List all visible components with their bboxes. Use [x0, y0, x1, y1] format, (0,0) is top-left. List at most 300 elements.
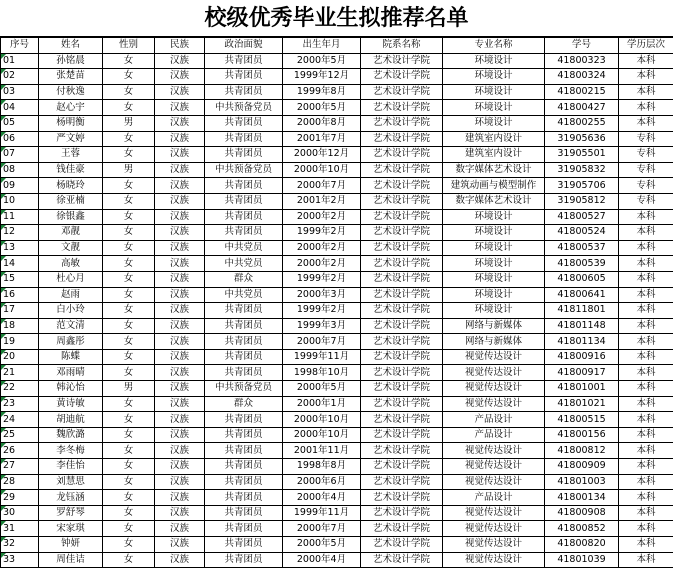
cell-political-status[interactable]: 共青团员 [205, 521, 283, 537]
cell-major[interactable]: 视觉传达设计 [443, 505, 545, 521]
cell-name[interactable]: 徐银鑫 [39, 209, 103, 225]
cell-major[interactable]: 视觉传达设计 [443, 381, 545, 397]
cell-education-level[interactable]: 本科 [619, 256, 673, 272]
cell-department[interactable]: 艺术设计学院 [361, 303, 443, 319]
cell-major[interactable]: 环境设计 [443, 225, 545, 241]
cell-political-status[interactable]: 共青团员 [205, 131, 283, 147]
cell-student-id[interactable]: 41800820 [545, 537, 619, 553]
cell-name[interactable]: 钱佳豪 [39, 162, 103, 178]
cell-department[interactable]: 艺术设计学院 [361, 365, 443, 381]
cell-ethnicity[interactable]: 汉族 [155, 381, 205, 397]
cell-index[interactable]: 26 [1, 443, 39, 459]
cell-political-status[interactable]: 共青团员 [205, 490, 283, 506]
cell-gender[interactable]: 女 [103, 225, 155, 241]
cell-ethnicity[interactable]: 汉族 [155, 490, 205, 506]
cell-department[interactable]: 艺术设计学院 [361, 490, 443, 506]
cell-name[interactable]: 范文清 [39, 318, 103, 334]
cell-major[interactable]: 环境设计 [443, 287, 545, 303]
cell-gender[interactable]: 男 [103, 115, 155, 131]
cell-department[interactable]: 艺术设计学院 [361, 115, 443, 131]
cell-education-level[interactable]: 本科 [619, 225, 673, 241]
cell-name[interactable]: 黄诗敏 [39, 396, 103, 412]
cell-department[interactable]: 艺术设计学院 [361, 474, 443, 490]
cell-student-id[interactable]: 31905832 [545, 162, 619, 178]
cell-major[interactable]: 视觉传达设计 [443, 365, 545, 381]
cell-political-status[interactable]: 共青团员 [205, 53, 283, 69]
cell-student-id[interactable]: 41800812 [545, 443, 619, 459]
cell-index[interactable]: 11 [1, 209, 39, 225]
cell-major[interactable]: 网络与新媒体 [443, 318, 545, 334]
cell-student-id[interactable]: 41801003 [545, 474, 619, 490]
cell-education-level[interactable]: 本科 [619, 381, 673, 397]
cell-political-status[interactable]: 中共预备党员 [205, 162, 283, 178]
cell-birth-date[interactable]: 2001年11月 [283, 443, 361, 459]
cell-name[interactable]: 韩沁怡 [39, 381, 103, 397]
cell-major[interactable]: 产品设计 [443, 427, 545, 443]
cell-ethnicity[interactable]: 汉族 [155, 225, 205, 241]
cell-index[interactable]: 14 [1, 256, 39, 272]
cell-education-level[interactable]: 本科 [619, 240, 673, 256]
cell-political-status[interactable]: 中共预备党员 [205, 100, 283, 116]
cell-name[interactable]: 高敏 [39, 256, 103, 272]
cell-department[interactable]: 艺术设计学院 [361, 209, 443, 225]
cell-index[interactable]: 31 [1, 521, 39, 537]
cell-ethnicity[interactable]: 汉族 [155, 412, 205, 428]
cell-major[interactable]: 环境设计 [443, 256, 545, 272]
cell-gender[interactable]: 女 [103, 271, 155, 287]
cell-gender[interactable]: 女 [103, 193, 155, 209]
cell-ethnicity[interactable]: 汉族 [155, 443, 205, 459]
cell-department[interactable]: 艺术设计学院 [361, 349, 443, 365]
cell-student-id[interactable]: 41801148 [545, 318, 619, 334]
cell-political-status[interactable]: 群众 [205, 396, 283, 412]
cell-major[interactable]: 环境设计 [443, 53, 545, 69]
cell-birth-date[interactable]: 1999年12月 [283, 69, 361, 85]
cell-index[interactable]: 27 [1, 459, 39, 475]
cell-birth-date[interactable]: 2000年12月 [283, 147, 361, 163]
cell-gender[interactable]: 女 [103, 256, 155, 272]
cell-department[interactable]: 艺术设计学院 [361, 552, 443, 568]
cell-index[interactable]: 29 [1, 490, 39, 506]
cell-ethnicity[interactable]: 汉族 [155, 147, 205, 163]
cell-index[interactable]: 16 [1, 287, 39, 303]
cell-ethnicity[interactable]: 汉族 [155, 474, 205, 490]
cell-student-id[interactable]: 41800916 [545, 349, 619, 365]
cell-birth-date[interactable]: 2000年2月 [283, 256, 361, 272]
cell-department[interactable]: 艺术设计学院 [361, 443, 443, 459]
cell-department[interactable]: 艺术设计学院 [361, 240, 443, 256]
cell-major[interactable]: 网络与新媒体 [443, 334, 545, 350]
cell-index[interactable]: 10 [1, 193, 39, 209]
cell-student-id[interactable]: 41811801 [545, 303, 619, 319]
cell-index[interactable]: 28 [1, 474, 39, 490]
column-header-ethnicity[interactable]: 民族 [155, 38, 205, 54]
cell-major[interactable]: 视觉传达设计 [443, 552, 545, 568]
cell-student-id[interactable]: 41800524 [545, 225, 619, 241]
column-header-gender[interactable]: 性别 [103, 38, 155, 54]
cell-ethnicity[interactable]: 汉族 [155, 287, 205, 303]
cell-department[interactable]: 艺术设计学院 [361, 396, 443, 412]
cell-gender[interactable]: 女 [103, 474, 155, 490]
cell-department[interactable]: 艺术设计学院 [361, 287, 443, 303]
column-header-index[interactable]: 序号 [1, 38, 39, 54]
cell-ethnicity[interactable]: 汉族 [155, 537, 205, 553]
cell-ethnicity[interactable]: 汉族 [155, 84, 205, 100]
cell-major[interactable]: 环境设计 [443, 69, 545, 85]
cell-index[interactable]: 08 [1, 162, 39, 178]
cell-education-level[interactable]: 本科 [619, 287, 673, 303]
cell-gender[interactable]: 女 [103, 537, 155, 553]
cell-ethnicity[interactable]: 汉族 [155, 240, 205, 256]
cell-index[interactable]: 07 [1, 147, 39, 163]
cell-birth-date[interactable]: 2000年7月 [283, 178, 361, 194]
cell-department[interactable]: 艺术设计学院 [361, 131, 443, 147]
cell-department[interactable]: 艺术设计学院 [361, 256, 443, 272]
cell-political-status[interactable]: 共青团员 [205, 427, 283, 443]
column-header-major[interactable]: 专业名称 [443, 38, 545, 54]
cell-name[interactable]: 周鑫彤 [39, 334, 103, 350]
cell-birth-date[interactable]: 1998年8月 [283, 459, 361, 475]
cell-index[interactable]: 32 [1, 537, 39, 553]
column-header-birth-date[interactable]: 出生年月 [283, 38, 361, 54]
cell-education-level[interactable]: 本科 [619, 318, 673, 334]
cell-ethnicity[interactable]: 汉族 [155, 131, 205, 147]
cell-education-level[interactable]: 本科 [619, 69, 673, 85]
cell-political-status[interactable]: 共青团员 [205, 412, 283, 428]
cell-student-id[interactable]: 41800215 [545, 84, 619, 100]
cell-political-status[interactable]: 共青团员 [205, 318, 283, 334]
cell-student-id[interactable]: 41800255 [545, 115, 619, 131]
cell-name[interactable]: 赵雨 [39, 287, 103, 303]
cell-ethnicity[interactable]: 汉族 [155, 178, 205, 194]
cell-political-status[interactable]: 共青团员 [205, 209, 283, 225]
cell-gender[interactable]: 女 [103, 240, 155, 256]
cell-birth-date[interactable]: 2000年5月 [283, 381, 361, 397]
cell-birth-date[interactable]: 2000年7月 [283, 521, 361, 537]
cell-name[interactable]: 胡迪航 [39, 412, 103, 428]
cell-political-status[interactable]: 共青团员 [205, 193, 283, 209]
cell-student-id[interactable]: 41800323 [545, 53, 619, 69]
cell-birth-date[interactable]: 2000年6月 [283, 474, 361, 490]
cell-political-status[interactable]: 中共预备党员 [205, 381, 283, 397]
cell-birth-date[interactable]: 2000年10月 [283, 162, 361, 178]
cell-department[interactable]: 艺术设计学院 [361, 505, 443, 521]
cell-major[interactable]: 环境设计 [443, 115, 545, 131]
cell-name[interactable]: 龙钰涵 [39, 490, 103, 506]
cell-index[interactable]: 33 [1, 552, 39, 568]
cell-political-status[interactable]: 共青团员 [205, 443, 283, 459]
cell-birth-date[interactable]: 2000年8月 [283, 115, 361, 131]
cell-birth-date[interactable]: 2000年3月 [283, 287, 361, 303]
cell-major[interactable]: 产品设计 [443, 490, 545, 506]
cell-political-status[interactable]: 共青团员 [205, 147, 283, 163]
cell-education-level[interactable]: 本科 [619, 396, 673, 412]
cell-political-status[interactable]: 共青团员 [205, 84, 283, 100]
cell-ethnicity[interactable]: 汉族 [155, 521, 205, 537]
cell-gender[interactable]: 女 [103, 53, 155, 69]
cell-name[interactable]: 宋家琪 [39, 521, 103, 537]
cell-gender[interactable]: 男 [103, 381, 155, 397]
cell-birth-date[interactable]: 2000年5月 [283, 53, 361, 69]
cell-education-level[interactable]: 专科 [619, 178, 673, 194]
cell-student-id[interactable]: 41800909 [545, 459, 619, 475]
column-header-student-id[interactable]: 学号 [545, 38, 619, 54]
column-header-education-level[interactable]: 学历层次 [619, 38, 673, 54]
cell-student-id[interactable]: 41801039 [545, 552, 619, 568]
cell-index[interactable]: 30 [1, 505, 39, 521]
cell-major[interactable]: 环境设计 [443, 100, 545, 116]
cell-major[interactable]: 视觉传达设计 [443, 537, 545, 553]
cell-education-level[interactable]: 本科 [619, 303, 673, 319]
cell-name[interactable]: 周佳诘 [39, 552, 103, 568]
cell-gender[interactable]: 女 [103, 178, 155, 194]
cell-political-status[interactable]: 共青团员 [205, 365, 283, 381]
cell-education-level[interactable]: 本科 [619, 334, 673, 350]
cell-gender[interactable]: 女 [103, 100, 155, 116]
cell-student-id[interactable]: 41800917 [545, 365, 619, 381]
cell-birth-date[interactable]: 1999年11月 [283, 505, 361, 521]
cell-student-id[interactable]: 41800605 [545, 271, 619, 287]
cell-birth-date[interactable]: 1999年2月 [283, 271, 361, 287]
cell-ethnicity[interactable]: 汉族 [155, 271, 205, 287]
cell-major[interactable]: 环境设计 [443, 271, 545, 287]
cell-gender[interactable]: 女 [103, 521, 155, 537]
cell-major[interactable]: 产品设计 [443, 412, 545, 428]
cell-gender[interactable]: 女 [103, 490, 155, 506]
cell-major[interactable]: 建筑室内设计 [443, 131, 545, 147]
cell-education-level[interactable]: 专科 [619, 147, 673, 163]
cell-name[interactable]: 邓雨晴 [39, 365, 103, 381]
cell-name[interactable]: 赵心宇 [39, 100, 103, 116]
cell-gender[interactable]: 女 [103, 84, 155, 100]
cell-department[interactable]: 艺术设计学院 [361, 381, 443, 397]
cell-student-id[interactable]: 41800852 [545, 521, 619, 537]
cell-name[interactable]: 徐亚楠 [39, 193, 103, 209]
cell-student-id[interactable]: 41800134 [545, 490, 619, 506]
cell-political-status[interactable]: 中共党员 [205, 287, 283, 303]
cell-birth-date[interactable]: 1999年3月 [283, 318, 361, 334]
cell-education-level[interactable]: 本科 [619, 115, 673, 131]
cell-birth-date[interactable]: 2000年4月 [283, 490, 361, 506]
cell-education-level[interactable]: 本科 [619, 537, 673, 553]
cell-department[interactable]: 艺术设计学院 [361, 193, 443, 209]
cell-birth-date[interactable]: 2000年4月 [283, 552, 361, 568]
cell-index[interactable]: 12 [1, 225, 39, 241]
cell-birth-date[interactable]: 2000年5月 [283, 100, 361, 116]
cell-gender[interactable]: 女 [103, 552, 155, 568]
cell-index[interactable]: 04 [1, 100, 39, 116]
cell-education-level[interactable]: 本科 [619, 490, 673, 506]
cell-education-level[interactable]: 本科 [619, 53, 673, 69]
cell-name[interactable]: 白小玲 [39, 303, 103, 319]
cell-major[interactable]: 环境设计 [443, 240, 545, 256]
cell-department[interactable]: 艺术设计学院 [361, 318, 443, 334]
cell-name[interactable]: 钟妍 [39, 537, 103, 553]
cell-index[interactable]: 20 [1, 349, 39, 365]
cell-political-status[interactable]: 共青团员 [205, 505, 283, 521]
cell-education-level[interactable]: 专科 [619, 162, 673, 178]
cell-education-level[interactable]: 本科 [619, 365, 673, 381]
cell-department[interactable]: 艺术设计学院 [361, 412, 443, 428]
cell-student-id[interactable]: 31905706 [545, 178, 619, 194]
cell-education-level[interactable]: 本科 [619, 459, 673, 475]
cell-student-id[interactable]: 41800908 [545, 505, 619, 521]
cell-birth-date[interactable]: 2000年2月 [283, 209, 361, 225]
cell-gender[interactable]: 女 [103, 459, 155, 475]
cell-birth-date[interactable]: 1998年10月 [283, 365, 361, 381]
cell-ethnicity[interactable]: 汉族 [155, 100, 205, 116]
cell-birth-date[interactable]: 2000年7月 [283, 334, 361, 350]
cell-political-status[interactable]: 共青团员 [205, 349, 283, 365]
cell-birth-date[interactable]: 1999年2月 [283, 225, 361, 241]
cell-major[interactable]: 视觉传达设计 [443, 396, 545, 412]
cell-major[interactable]: 视觉传达设计 [443, 521, 545, 537]
cell-ethnicity[interactable]: 汉族 [155, 334, 205, 350]
cell-major[interactable]: 环境设计 [443, 303, 545, 319]
cell-birth-date[interactable]: 1999年11月 [283, 349, 361, 365]
cell-ethnicity[interactable]: 汉族 [155, 69, 205, 85]
cell-index[interactable]: 01 [1, 53, 39, 69]
cell-education-level[interactable]: 本科 [619, 412, 673, 428]
cell-birth-date[interactable]: 2000年1月 [283, 396, 361, 412]
cell-student-id[interactable]: 31905501 [545, 147, 619, 163]
cell-education-level[interactable]: 本科 [619, 427, 673, 443]
cell-index[interactable]: 09 [1, 178, 39, 194]
cell-political-status[interactable]: 共青团员 [205, 225, 283, 241]
cell-gender[interactable]: 女 [103, 505, 155, 521]
cell-birth-date[interactable]: 2000年10月 [283, 412, 361, 428]
cell-name[interactable]: 邓靓 [39, 225, 103, 241]
cell-index[interactable]: 17 [1, 303, 39, 319]
cell-ethnicity[interactable]: 汉族 [155, 53, 205, 69]
cell-student-id[interactable]: 41800515 [545, 412, 619, 428]
cell-birth-date[interactable]: 2000年10月 [283, 427, 361, 443]
cell-name[interactable]: 陈蝶 [39, 349, 103, 365]
cell-student-id[interactable]: 41800539 [545, 256, 619, 272]
cell-index[interactable]: 05 [1, 115, 39, 131]
cell-gender[interactable]: 女 [103, 131, 155, 147]
cell-department[interactable]: 艺术设计学院 [361, 100, 443, 116]
cell-birth-date[interactable]: 2000年2月 [283, 240, 361, 256]
cell-gender[interactable]: 女 [103, 69, 155, 85]
cell-index[interactable]: 21 [1, 365, 39, 381]
cell-education-level[interactable]: 专科 [619, 193, 673, 209]
cell-gender[interactable]: 女 [103, 287, 155, 303]
cell-student-id[interactable]: 41801021 [545, 396, 619, 412]
cell-department[interactable]: 艺术设计学院 [361, 271, 443, 287]
cell-gender[interactable]: 女 [103, 427, 155, 443]
cell-education-level[interactable]: 本科 [619, 443, 673, 459]
cell-ethnicity[interactable]: 汉族 [155, 396, 205, 412]
cell-gender[interactable]: 女 [103, 334, 155, 350]
cell-education-level[interactable]: 本科 [619, 271, 673, 287]
column-header-political-status[interactable]: 政治面貌 [205, 38, 283, 54]
cell-name[interactable]: 严文婷 [39, 131, 103, 147]
cell-political-status[interactable]: 共青团员 [205, 334, 283, 350]
cell-major[interactable]: 视觉传达设计 [443, 459, 545, 475]
cell-department[interactable]: 艺术设计学院 [361, 521, 443, 537]
cell-gender[interactable]: 女 [103, 412, 155, 428]
cell-birth-date[interactable]: 2000年5月 [283, 537, 361, 553]
cell-major[interactable]: 数字媒体艺术设计 [443, 162, 545, 178]
cell-political-status[interactable]: 共青团员 [205, 178, 283, 194]
cell-name[interactable]: 孙铭晨 [39, 53, 103, 69]
cell-education-level[interactable]: 本科 [619, 474, 673, 490]
cell-ethnicity[interactable]: 汉族 [155, 349, 205, 365]
cell-department[interactable]: 艺术设计学院 [361, 84, 443, 100]
cell-name[interactable]: 魏欣潞 [39, 427, 103, 443]
cell-education-level[interactable]: 本科 [619, 100, 673, 116]
cell-department[interactable]: 艺术设计学院 [361, 537, 443, 553]
cell-index[interactable]: 02 [1, 69, 39, 85]
cell-ethnicity[interactable]: 汉族 [155, 115, 205, 131]
cell-birth-date[interactable]: 2001年7月 [283, 131, 361, 147]
cell-department[interactable]: 艺术设计学院 [361, 53, 443, 69]
cell-education-level[interactable]: 本科 [619, 349, 673, 365]
cell-student-id[interactable]: 41800324 [545, 69, 619, 85]
cell-political-status[interactable]: 共青团员 [205, 474, 283, 490]
cell-gender[interactable]: 女 [103, 209, 155, 225]
cell-political-status[interactable]: 中共党员 [205, 256, 283, 272]
cell-ethnicity[interactable]: 汉族 [155, 427, 205, 443]
cell-gender[interactable]: 女 [103, 365, 155, 381]
cell-name[interactable]: 杜心月 [39, 271, 103, 287]
cell-political-status[interactable]: 共青团员 [205, 459, 283, 475]
cell-name[interactable]: 杨明衡 [39, 115, 103, 131]
cell-birth-date[interactable]: 1999年2月 [283, 303, 361, 319]
column-header-department[interactable]: 院系名称 [361, 38, 443, 54]
cell-name[interactable]: 罗舒琴 [39, 505, 103, 521]
cell-ethnicity[interactable]: 汉族 [155, 162, 205, 178]
cell-name[interactable]: 张楚苗 [39, 69, 103, 85]
column-header-name[interactable]: 姓名 [39, 38, 103, 54]
cell-ethnicity[interactable]: 汉族 [155, 256, 205, 272]
cell-student-id[interactable]: 41800527 [545, 209, 619, 225]
cell-name[interactable]: 付秋逸 [39, 84, 103, 100]
cell-student-id[interactable]: 31905812 [545, 193, 619, 209]
cell-student-id[interactable]: 41800156 [545, 427, 619, 443]
cell-political-status[interactable]: 共青团员 [205, 115, 283, 131]
cell-student-id[interactable]: 41801134 [545, 334, 619, 350]
cell-major[interactable]: 环境设计 [443, 209, 545, 225]
cell-index[interactable]: 03 [1, 84, 39, 100]
cell-student-id[interactable]: 41800537 [545, 240, 619, 256]
cell-ethnicity[interactable]: 汉族 [155, 505, 205, 521]
cell-department[interactable]: 艺术设计学院 [361, 162, 443, 178]
cell-major[interactable]: 视觉传达设计 [443, 474, 545, 490]
cell-major[interactable]: 数字媒体艺术设计 [443, 193, 545, 209]
cell-education-level[interactable]: 本科 [619, 521, 673, 537]
cell-index[interactable]: 18 [1, 318, 39, 334]
cell-name[interactable]: 王蓉 [39, 147, 103, 163]
cell-department[interactable]: 艺术设计学院 [361, 178, 443, 194]
cell-major[interactable]: 视觉传达设计 [443, 349, 545, 365]
cell-gender[interactable]: 女 [103, 318, 155, 334]
cell-political-status[interactable]: 共青团员 [205, 303, 283, 319]
cell-student-id[interactable]: 41800641 [545, 287, 619, 303]
cell-ethnicity[interactable]: 汉族 [155, 193, 205, 209]
cell-student-id[interactable]: 41800427 [545, 100, 619, 116]
cell-index[interactable]: 24 [1, 412, 39, 428]
cell-department[interactable]: 艺术设计学院 [361, 334, 443, 350]
cell-ethnicity[interactable]: 汉族 [155, 459, 205, 475]
cell-education-level[interactable]: 专科 [619, 131, 673, 147]
cell-political-status[interactable]: 共青团员 [205, 552, 283, 568]
cell-index[interactable]: 25 [1, 427, 39, 443]
cell-gender[interactable]: 女 [103, 147, 155, 163]
cell-department[interactable]: 艺术设计学院 [361, 459, 443, 475]
cell-gender[interactable]: 女 [103, 303, 155, 319]
